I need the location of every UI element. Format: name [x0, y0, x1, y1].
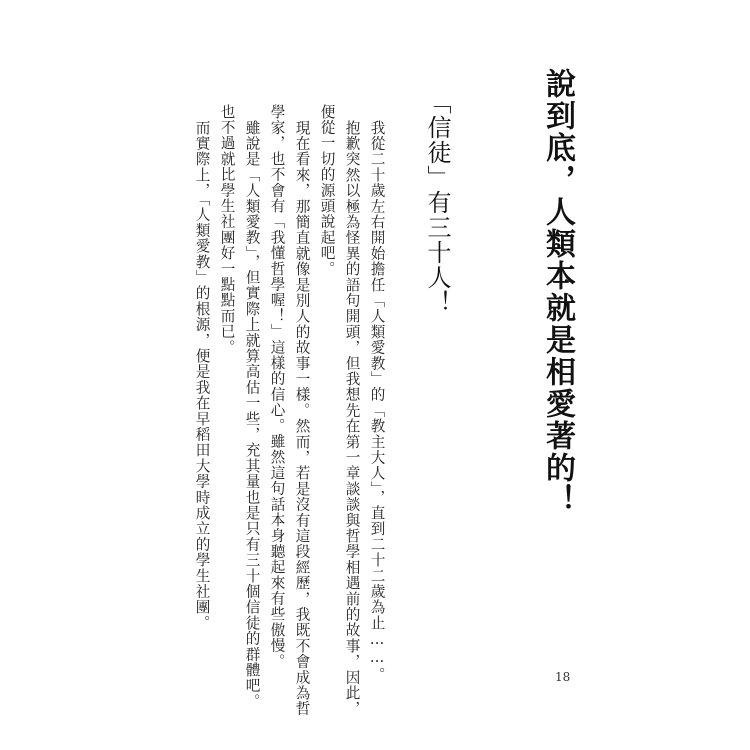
section-heading: 「信徒」有三十人！: [423, 90, 451, 315]
paragraph-line: 學家，也不會有「我懂哲學喔！」這樣的信心。雖然這句話本身聽起來有些傲慢。: [268, 104, 286, 670]
paragraph-line: 現在看來，那簡直就像是別人的故事一樣。然而，若是沒有這段經歷，我既不會成為哲: [293, 120, 311, 717]
paragraph-line: 抱歉突然以極為怪異的語句開頭，但我想先在第一章談談與哲學相遇前的故事，因此，: [343, 120, 361, 717]
paragraph-line: 而實際上，「人類愛教」的根源，便是我在早稻田大學時成立的學生社團。: [193, 120, 211, 631]
chapter-title: 說到底，人類本就是相愛著的！: [540, 68, 575, 516]
paragraph-line: 雖說是「人類愛教」，但實際上就算高估一些，充其量也是只有三十個信徒的群體吧。: [243, 120, 261, 710]
paragraph-line: 我從二十歲左右開始擔任「人類愛教」的「教主大人」，直到二十二歲為止……。: [368, 120, 386, 683]
paragraph-line: 便從一切的源頭說起吧。: [318, 104, 336, 277]
page-number: 18: [555, 670, 571, 684]
paragraph-line: 也不過就比學生社團好一點點而已。: [218, 104, 236, 356]
